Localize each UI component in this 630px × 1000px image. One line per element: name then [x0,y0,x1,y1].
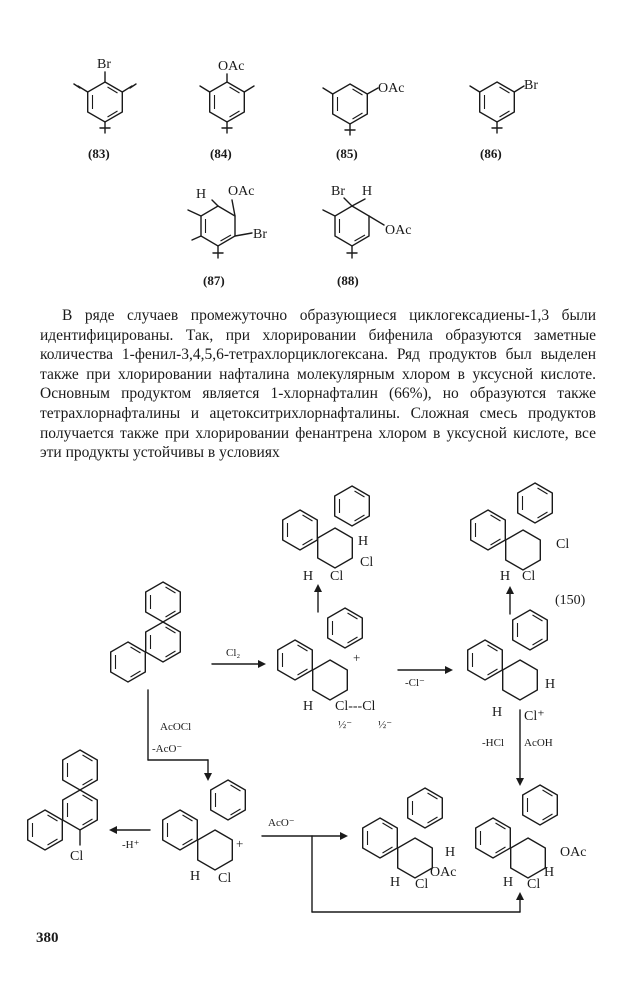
svg-text:½⁻: ½⁻ [338,719,353,731]
svg-text:-Cl⁻: -Cl⁻ [405,677,425,689]
scheme-number: (150) [555,593,586,608]
body-paragraph [40,306,596,463]
chlorophenanthrene [28,750,98,864]
compound-84 [200,59,254,161]
svg-text:H: H [190,869,201,884]
svg-text:Cl: Cl [415,877,429,892]
c83-br: Br [97,57,111,72]
svg-text:H: H [492,705,503,720]
arrow-acocl [148,690,212,781]
page-number: 380 [36,930,59,946]
svg-text:-H⁺: -H⁺ [122,839,140,851]
svg-text:H: H [544,865,555,880]
c83-label: (83) [88,146,110,161]
svg-text:AcO⁻: AcO⁻ [268,817,295,829]
arrow-aco [262,817,524,912]
c84-label: (84) [210,146,232,161]
svg-text:H: H [503,875,514,890]
c88-label: (88) [337,273,359,288]
svg-text:Cl: Cl [527,877,541,892]
svg-text:OAc: OAc [430,865,457,880]
c84-oac: OAc [218,59,245,74]
acetoxy-chloride-trans [476,785,587,892]
c87-h: H [196,187,207,202]
svg-text:H: H [445,845,456,860]
svg-text:Cl⁺: Cl⁺ [524,709,545,724]
c87-label: (87) [203,273,225,288]
sigma-complex-cl2 [278,608,393,731]
svg-text:H: H [303,699,314,714]
svg-text:Cl: Cl [70,849,84,864]
compound-85 [323,81,404,161]
arrow-minus-h [109,826,150,851]
compound-83 [74,57,136,161]
arrow-cl2 [212,647,266,668]
dichloride-top-left [283,486,374,584]
svg-text:H: H [303,569,314,584]
svg-text:Cl: Cl [522,569,536,584]
svg-text:Cl: Cl [218,871,232,886]
svg-text:OAc: OAc [560,845,587,860]
svg-text:+: + [353,650,361,665]
compound-86 [470,78,538,161]
svg-text:-AcO⁻: -AcO⁻ [152,743,183,755]
svg-text:H: H [545,677,556,692]
svg-text:AcOH: AcOH [524,737,553,749]
svg-text:½⁻: ½⁻ [378,719,393,731]
c88-h: H [362,184,373,199]
c87-oac: OAc [228,184,255,199]
svg-text:H: H [500,569,511,584]
svg-text:H: H [358,534,369,549]
c86-br: Br [524,78,538,93]
svg-text:Cl: Cl [330,569,344,584]
svg-text:AcOCl: AcOCl [160,721,192,733]
compound-88 [323,184,411,288]
c85-oac: OAc [378,81,405,96]
c88-br: Br [331,184,345,199]
svg-text:H: H [390,875,401,890]
svg-text:Cl---Cl: Cl---Cl [335,699,376,714]
phenanthrene [111,582,181,682]
svg-text:Cl: Cl [556,537,570,552]
c85-label: (85) [336,146,358,161]
svg-text:Cl: Cl [360,555,374,570]
svg-text:-HCl: -HCl [482,737,504,749]
paragraph-text: В ряде случаев промежуточно образующиеся циклогексадиены-1,3 были идентифицированы. Так, при хлорировании бифенила образуются заметные количества 1-фенил-3,4,5,6-тетрахлорциклогексана. Ряд продуктов был выделен также при хлорировании нафталина молекулярным хлором в уксусной кислоте. Основным продуктом является 1-хлорнафталин (66%), но образуются также тетрахлорнафталины и ацетокситрихлорнафталины. Сложная смесь продуктов получается также при хлорировании фенантрена хлором в уксусной кислоте, все эти продукты устойчивы в условиях [40,307,596,462]
arrow-minus-cl [398,666,453,689]
c86-label: (86) [480,146,502,161]
c88-oac: OAc [385,223,412,238]
chloronium-ion [468,610,555,724]
c87-br: Br [253,227,267,242]
svg-text:Cl₂: Cl₂ [226,647,241,659]
chloro-cation [163,780,246,886]
acetoxy-chloride-cis [363,788,457,892]
dichloride-top-right [471,483,570,584]
svg-text:+: + [236,836,244,851]
compound-87 [188,184,267,288]
